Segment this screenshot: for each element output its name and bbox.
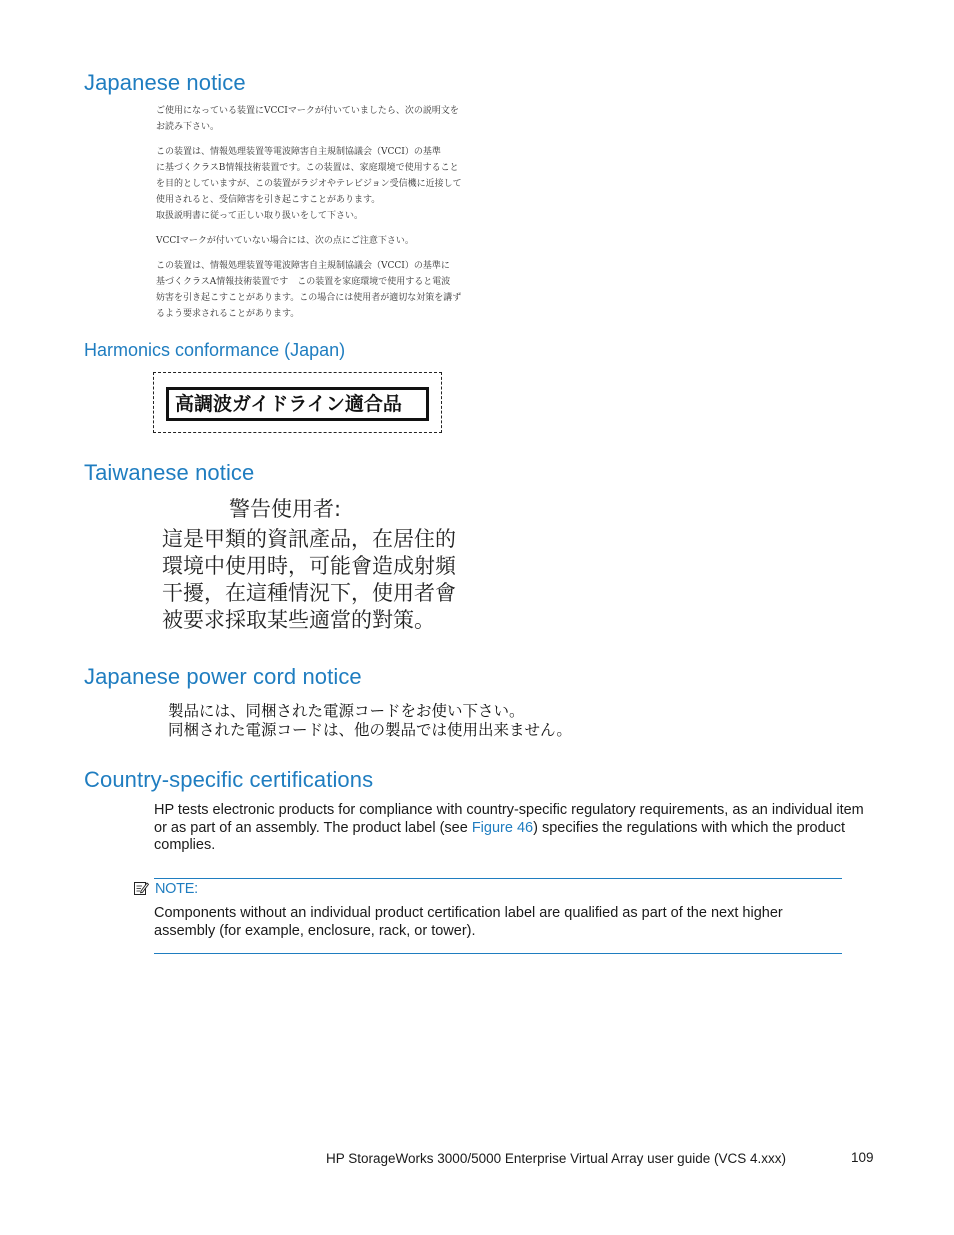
jp-line: お読み下さい。 xyxy=(156,122,220,132)
japanese-notice-text xyxy=(156,103,516,322)
jp-line: 使用されると、受信障害を引き起こすことがあります。 xyxy=(156,195,381,205)
tw-line: 環境中使用時，可能會造成射頻 xyxy=(162,554,456,578)
tw-line: 干擾，在這種情況下，使用者會 xyxy=(162,581,456,605)
country-specific-paragraph xyxy=(154,802,864,855)
jp-line: るよう要求されることがあります。 xyxy=(156,309,300,319)
power-cord-text xyxy=(168,702,572,740)
cord-line: 同梱された電源コードは、他の製品では使用出来ません。 xyxy=(168,721,572,739)
note-pencil-icon xyxy=(133,880,149,896)
jp-line: 妨害を引き起こすことがあります。この場合には使用者が適切な対策を講ず xyxy=(156,293,462,303)
jp-line: に基づくクラスB情報技術装置です。この装置は、家庭環境で使用すること xyxy=(156,163,459,173)
harmonics-label-frame xyxy=(153,372,442,433)
jp-line: この装置は、情報処理装置等電波障害自主規制協議会（VCCI）の基準 xyxy=(156,147,441,157)
note-label: NOTE: xyxy=(155,881,198,897)
paragraph-text: HP tests electronic products for compliance with country-specific regulatory requirements, as an individual item or as part of an assembly. The product label (see xyxy=(154,802,864,836)
jp-line: この装置は、情報処理装置等電波障害自主規制協議会（VCCI）の基準に xyxy=(156,261,450,271)
jp-line: 取扱説明書に従って正しい取り扱いをして下さい。 xyxy=(156,211,364,221)
jp-line: ご使用になっている装置にVCCIマークが付いていましたら、次の説明文を xyxy=(156,106,459,116)
taiwanese-warning-heading: 警告使用者: xyxy=(229,497,342,521)
section-title-country-specific: Country-specific certifications xyxy=(84,767,374,792)
jp-line: 基づくクラスA情報技術装置です この装置を家庭環境で使用すると電波 xyxy=(156,277,451,287)
jp-line: を目的としていますが、この装置がラジオやテレビジョン受信機に近接して xyxy=(156,179,462,189)
note-text: Components without an individual product certification label are qualified as part of the next higher assembly (for example, enclosure, rack, or tower). xyxy=(154,905,783,939)
harmonics-label: 高調波ガイドライン適合品 xyxy=(166,387,429,421)
figure-46-link[interactable]: Figure 46 xyxy=(471,819,534,836)
tw-line: 被要求採取某些適當的對策。 xyxy=(162,608,435,632)
paragraph-text: ) specifies the regulations with which the product complies. xyxy=(154,819,846,853)
section-title-taiwanese-notice: Taiwanese notice xyxy=(84,460,255,485)
section-title-japanese-notice: Japanese notice xyxy=(84,70,246,95)
jp-line: VCCIマークが付いていない場合には、次の点にご注意下さい。 xyxy=(156,236,414,246)
tw-line: 這是甲類的資訊產品，在居住的 xyxy=(162,527,456,551)
cord-line: 製品には、同梱された電源コードをお使い下さい。 xyxy=(168,702,525,720)
footer-document-title: HP StorageWorks 3000/5000 Enterprise Virtual Array user guide (VCS 4.xxx) xyxy=(326,1151,786,1166)
section-title-harmonics: Harmonics conformance (Japan) xyxy=(84,340,346,360)
taiwanese-notice-text xyxy=(162,526,456,634)
note-bottom-rule xyxy=(154,953,842,954)
footer-page-number: 109 xyxy=(851,1150,874,1165)
note-top-rule xyxy=(154,878,842,879)
section-title-power-cord: Japanese power cord notice xyxy=(84,664,362,689)
